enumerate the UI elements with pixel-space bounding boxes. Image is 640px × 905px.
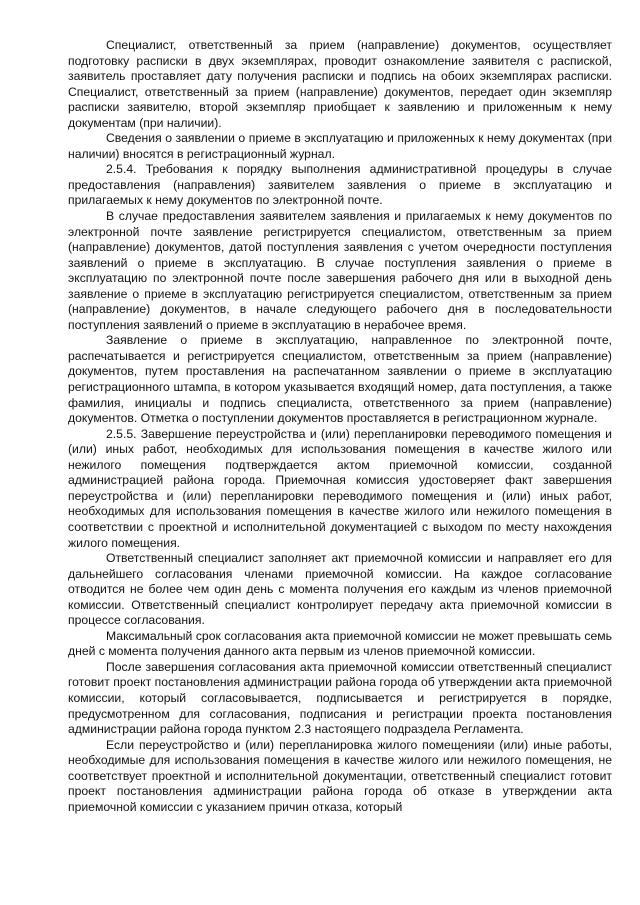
paragraph-refusal: Если переустройство и (или) перепланировка жилого помещенияи (или) иные работы, необходимые для использования помещения в качестве жилого или нежилого помещения, не соответствует проектной и исполнительной документации, ответственный специалист готовит проект постановления администрации района города об отказе в утверждении акта приемочной комиссии с указанием причин отказа, который	[68, 737, 612, 814]
paragraph-email-submission: В случае предоставления заявителем заявления и прилагаемых к нему документов по электронной почте заявление регистрируется специалистом, ответственным за прием (направление) документов, датой поступления заявления с учетом очередности поступления заявлений о приеме в эксплуатацию. В случае поступления заявления о приеме в эксплуатацию по электронной почте после завершения рабочего дня или в выходной день заявление о приеме в эксплуатацию регистрируется специалистом, ответственным за прием (направление) документов, в начале следующего рабочего дня в последовательности поступления заявлений о приеме в эксплуатацию в нерабочее время.	[68, 209, 612, 332]
paragraph-2-5-5: 2.5.5. Завершение переустройства и (или) перепланировки переводимого помещения и (или) иных работ, необходимых для использования помещения в качестве жилого или нежилого помещения подтверждается актом приемочной комиссии, созданной администрацией района города. Приемочная комиссия удостоверяет факт завершения переустройства и (или) перепланировки переводимого помещения и (или) иных работ, необходимых для использования помещения в качестве жилого или нежилого помещения в соответствии с проектной и исполнительной документацией с выходом по месту нахождения жилого помещения.	[68, 426, 612, 550]
paragraph-2-5-4: 2.5.4. Требования к порядку выполнения административной процедуры в случае предоставления (направления) заявителем заявления о приеме в эксплуатацию и прилагаемых к нему документов по электронной почте.	[68, 162, 612, 208]
paragraph-registry: Сведения о заявлении о приеме в эксплуатацию и приложенных к нему документах (при наличии) вносятся в регистрационный журнал.	[68, 131, 612, 161]
paragraph-max-term: Максимальный срок согласования акта приемочной комиссии не может превышать семь дней с момента получения данного акта первым из членов приемочной комиссии.	[68, 628, 612, 659]
paragraph-resolution-draft: После завершения согласования акта приемочной комиссии ответственный специалист готовит проект постановления администрации района города об утверждении акта приемочной комиссии, который согласовывается, подписывается и регистрируется в порядке, предусмотренном для согласования, подписания и регистрации проекта постановления администрации района города пунктом 2.3 настоящего подраздела Регламента.	[68, 659, 612, 737]
paragraph-receipt: Специалист, ответственный за прием (направление) документов, осуществляет подготовку расписки в двух экземплярах, проводит ознакомление заявителя с распиской, заявитель проставляет дату получения расписки и подпись на обоих экземплярах расписки. Специалист, ответственный за прием (направление) документов, передает один экземпляр расписки заявителю, второй экземпляр приобщает к заявлению и приложенным к нему документам (при наличии).	[68, 38, 612, 130]
document-page	[68, 38, 612, 815]
paragraph-commission-act: Ответственный специалист заполняет акт приемочной комиссии и направляет его для дальнейшего согласования членами приемочной комиссии. На каждое согласование отводится не более чем один день с момента получения его каждым из членов приемочной комиссии. Ответственный специалист контролирует передачу акта приемочной комиссии в процессе согласования.	[68, 551, 612, 628]
paragraph-email-printout: Заявление о приеме в эксплуатацию, направленное по электронной почте, распечатывается и регистрируется специалистом, ответственным за прием (направление) документов, путем проставления на распечатанном заявлении о приеме в эксплуатацию регистрационного штампа, в котором указывается входящий номер, дата поступления, а также фамилия, инициалы и подпись специалиста, ответственного за прием (направление) документов. Отметка о поступлении документов проставляется в регистрационном журнале.	[68, 333, 612, 426]
